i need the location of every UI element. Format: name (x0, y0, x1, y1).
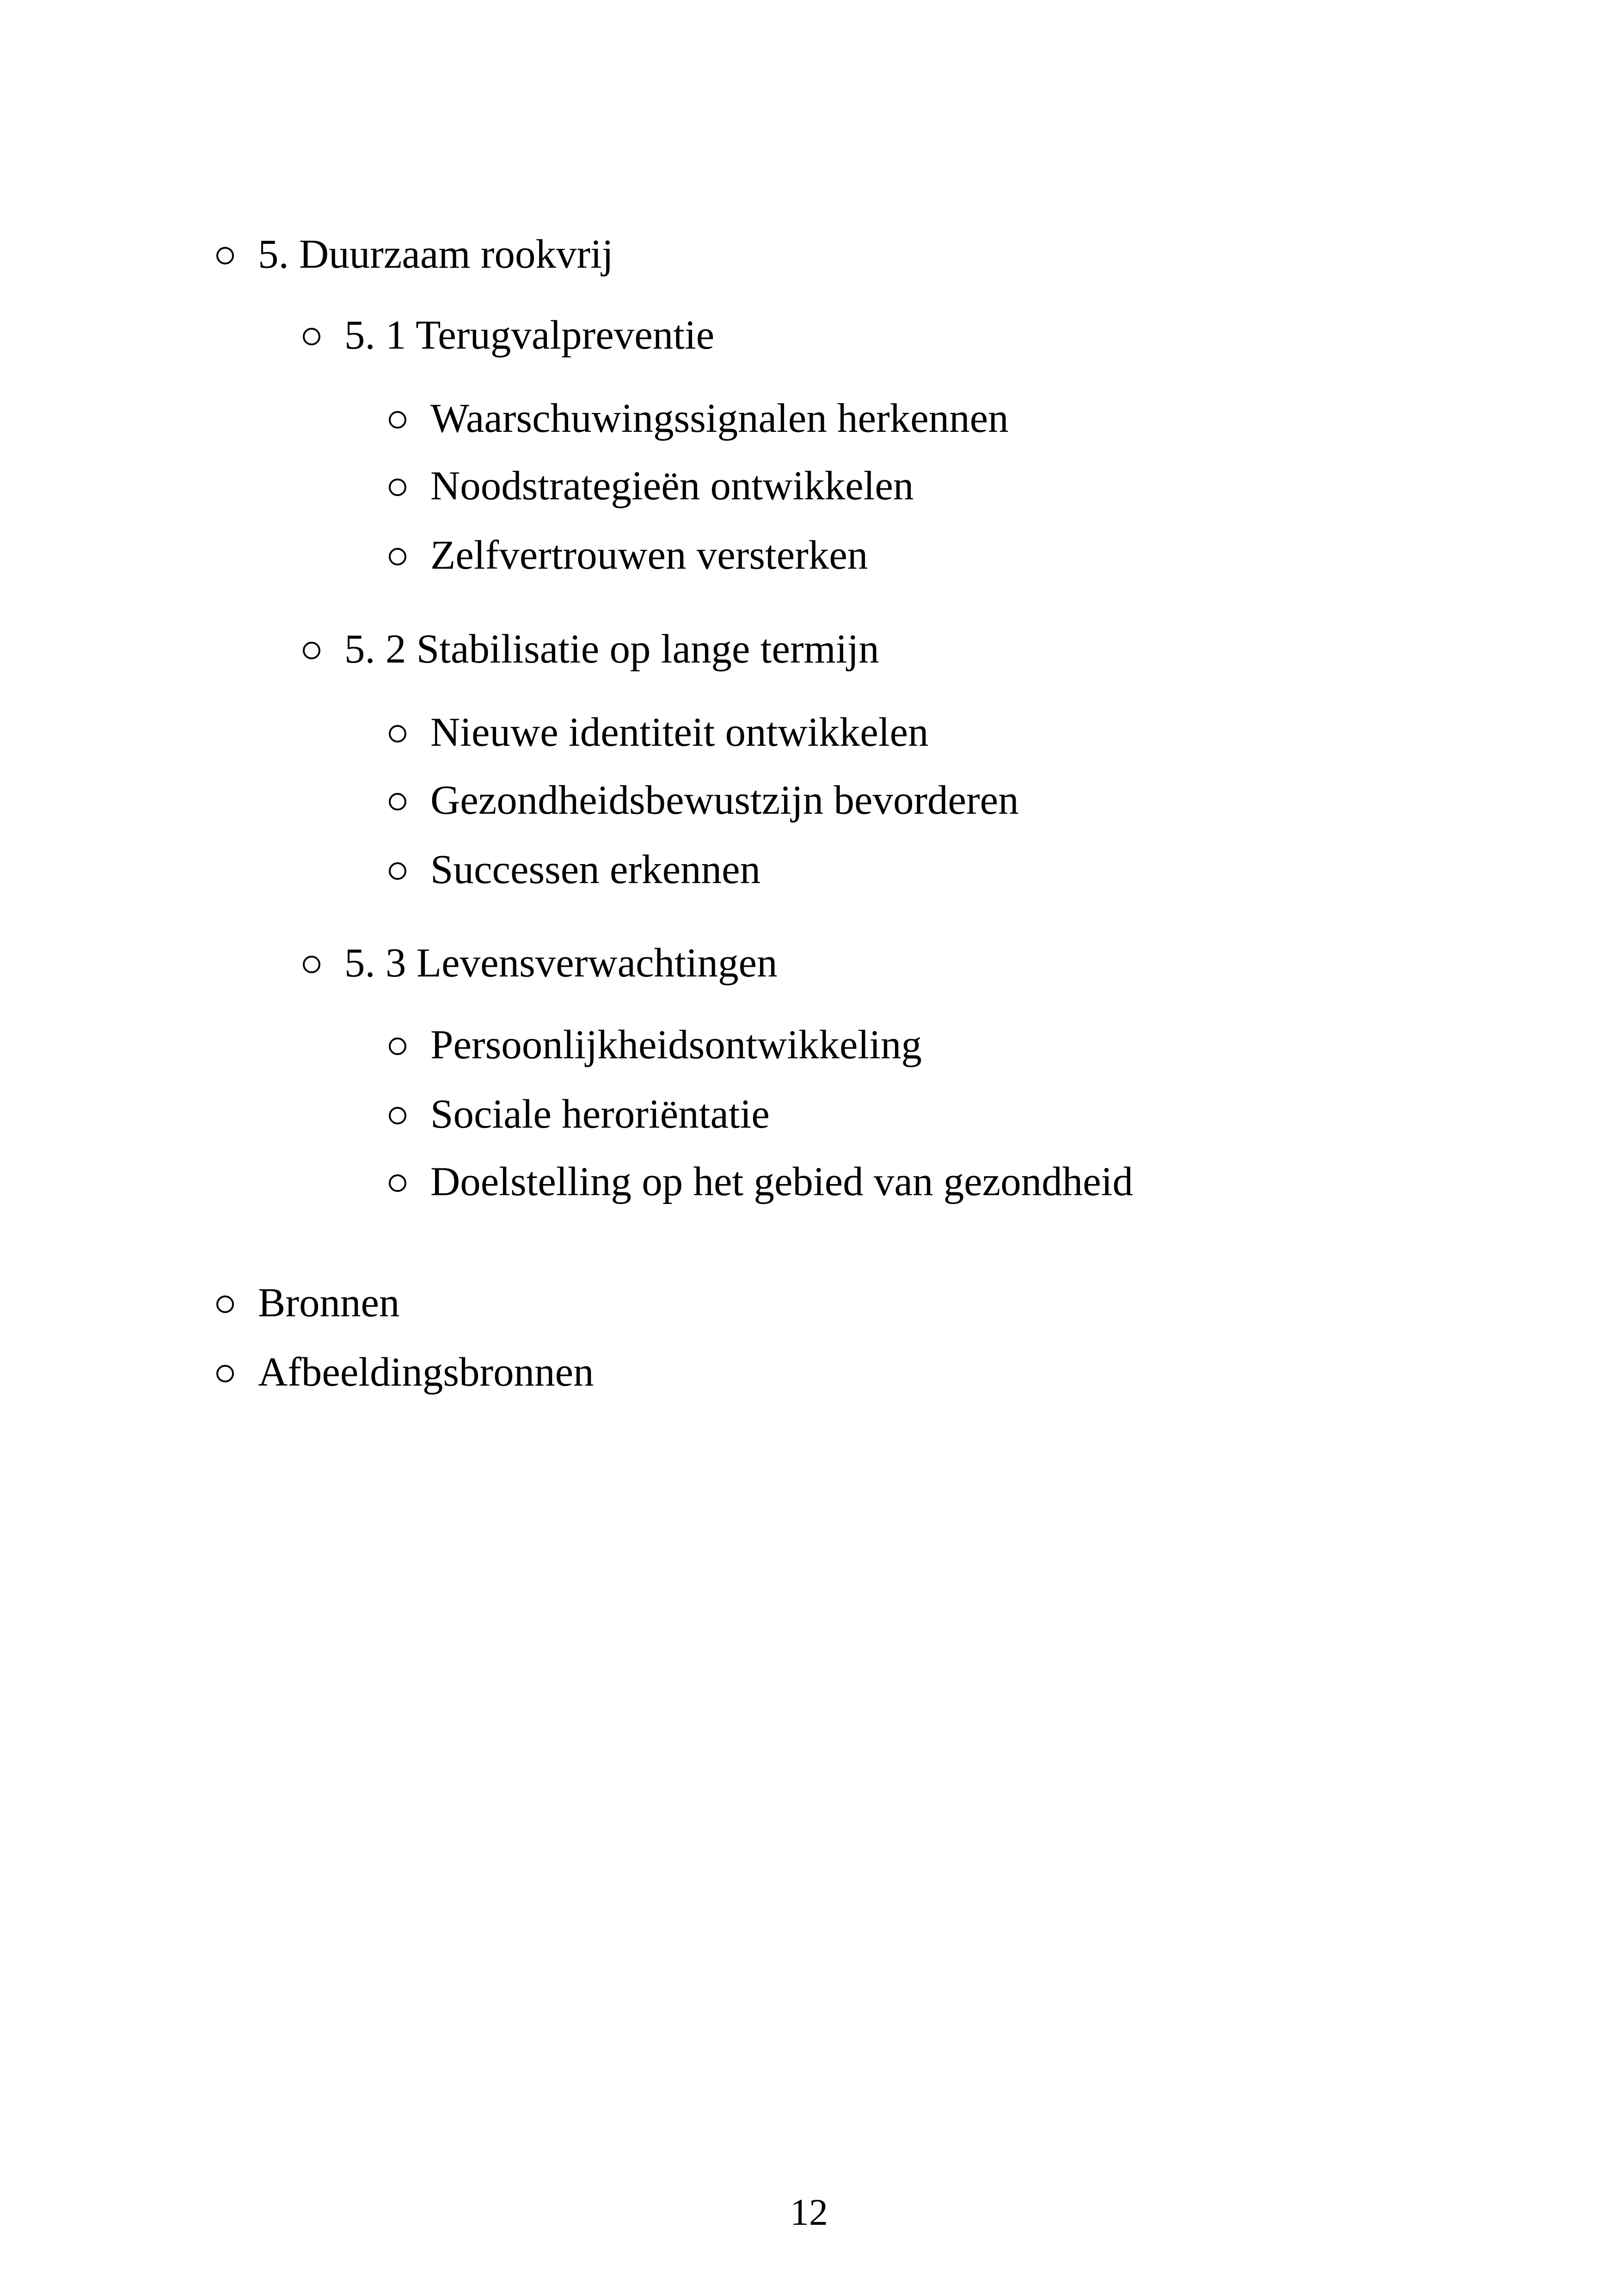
toc-item-afbeeldingsbronnen (216, 1347, 594, 1398)
toc-item-section-5-2 (303, 624, 879, 675)
toc-item-5-3-c (389, 1156, 1133, 1207)
toc-item-label: Waarschuwingssignalen herkennen (430, 396, 1009, 441)
toc-item-label: 5. Duurzaam rookvrij (258, 232, 613, 277)
circle-bullet-icon (389, 411, 406, 429)
toc-item-label: 5. 2 Stabilisatie op lange termijn (344, 626, 879, 672)
circle-bullet-icon (389, 1037, 406, 1055)
toc-item-section-5-3 (303, 938, 778, 988)
toc-item-label: Zelfvertrouwen versterken (430, 533, 868, 578)
toc-item-5-2-c (389, 844, 760, 895)
circle-bullet-icon (303, 328, 320, 345)
circle-bullet-icon (389, 1174, 406, 1192)
circle-bullet-icon (389, 479, 406, 496)
toc-item-5-2-b (389, 775, 1019, 826)
toc-item-section-5-1 (303, 310, 714, 361)
toc-item-5-2-a (389, 707, 929, 758)
toc-item-label: Bronnen (258, 1280, 400, 1326)
circle-bullet-icon (389, 862, 406, 880)
toc-item-5-1-a (389, 393, 1009, 444)
toc-item-label: Afbeeldingsbronnen (258, 1350, 594, 1395)
toc-item-label: Sociale heroriëntatie (430, 1092, 770, 1137)
circle-bullet-icon (389, 1107, 406, 1124)
page-number: 12 (790, 2191, 828, 2233)
toc-item-bronnen (216, 1277, 400, 1328)
toc-item-5-3-b (389, 1089, 770, 1140)
circle-bullet-icon (389, 548, 406, 565)
toc-item-label: 5. 3 Levensverwachtingen (344, 940, 778, 986)
toc-item-5-1-c (389, 530, 868, 581)
toc-item-5-1-b (389, 460, 913, 511)
toc-item-label: Persoonlijkheidsontwikkeling (430, 1022, 922, 1068)
circle-bullet-icon (389, 725, 406, 743)
toc-item-label: Successen erkennen (430, 847, 761, 892)
toc-item-label: Gezondheidsbewustzijn bevorderen (430, 778, 1019, 823)
toc-item-label: Noodstrategieën ontwikkelen (430, 463, 914, 509)
circle-bullet-icon (303, 642, 320, 659)
toc-item-5-3-a (389, 1019, 922, 1070)
circle-bullet-icon (303, 956, 320, 973)
circle-bullet-icon (216, 247, 234, 264)
toc-item-label: Nieuwe identiteit ontwikkelen (430, 710, 929, 755)
toc-item-label: Doelstelling op het gebied van gezondheid (430, 1159, 1133, 1204)
toc-item-section-5 (216, 229, 613, 280)
toc-item-label: 5. 1 Terugvalpreventie (344, 313, 715, 358)
circle-bullet-icon (389, 793, 406, 810)
circle-bullet-icon (216, 1295, 234, 1313)
circle-bullet-icon (216, 1365, 234, 1382)
